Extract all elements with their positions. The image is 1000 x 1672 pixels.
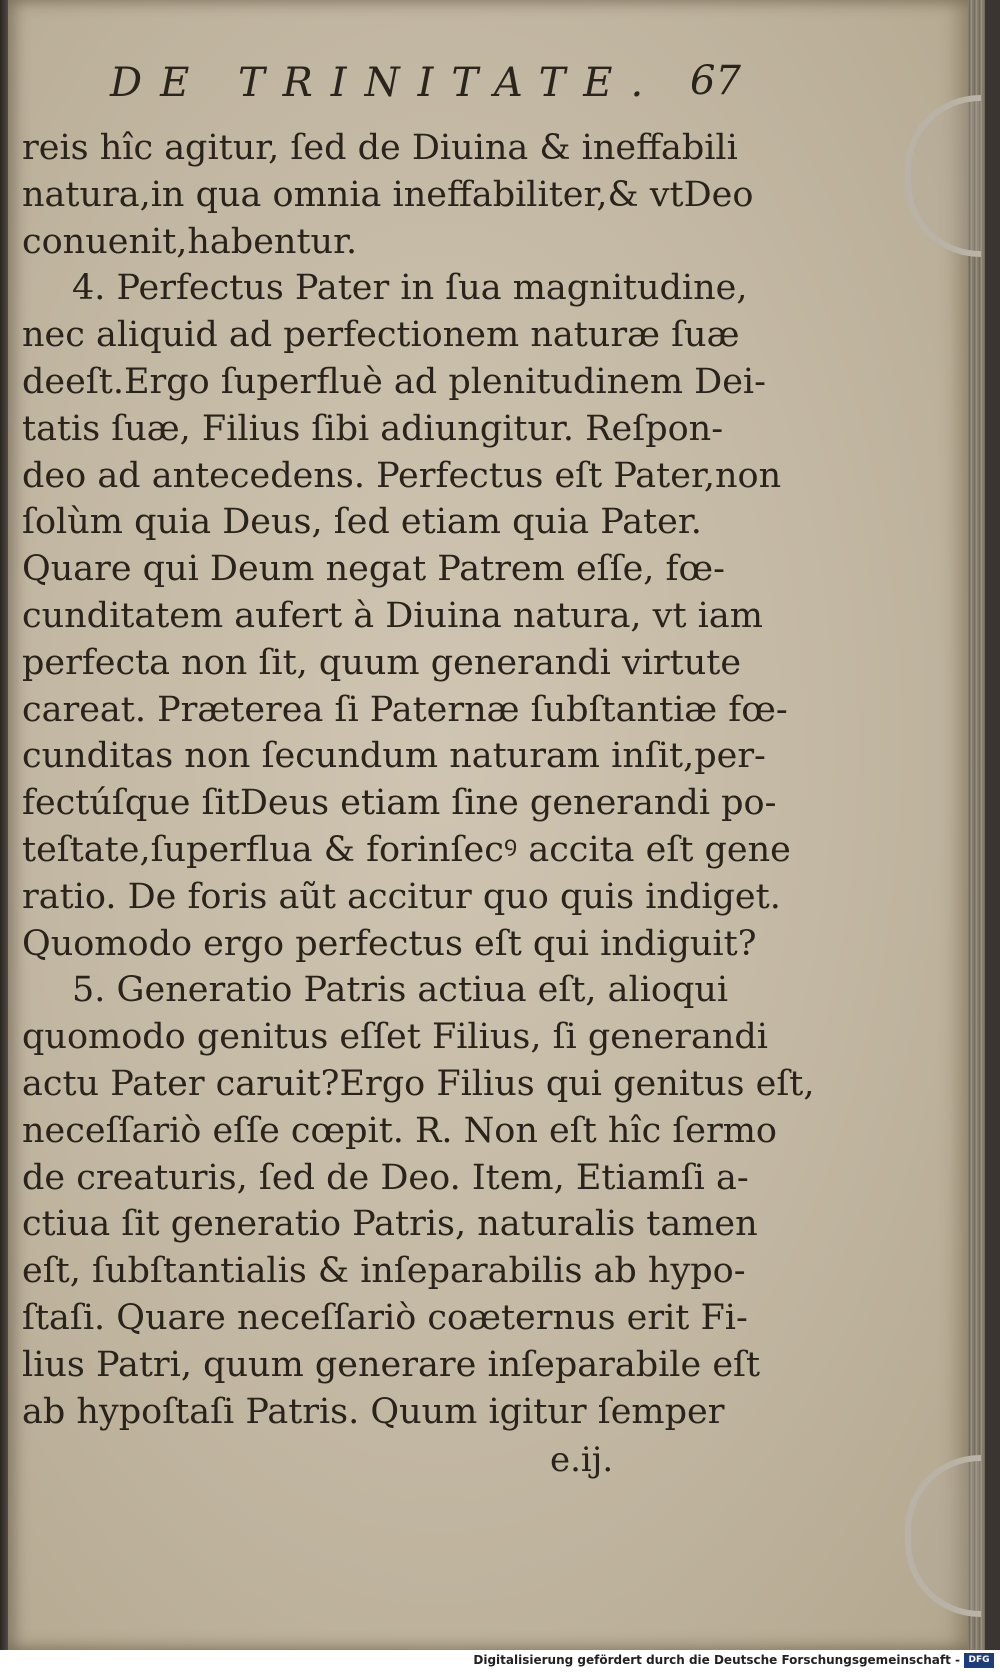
signature-mark: e.ij. <box>550 1440 614 1480</box>
text-line: fectúſque ſitDeus etiam ſine generandi po- <box>22 783 777 824</box>
text-line: ſtaſi. Quare neceſſariò coæternus erit Fi- <box>22 1297 748 1338</box>
running-title: DE TRINITATE. <box>110 60 662 106</box>
text-line: Quomodo ergo perfectus eſt qui indiguit? <box>22 923 757 964</box>
page-number: 67 <box>690 58 741 104</box>
text-line: Quare qui Deum negat Patrem eſſe, fœ- <box>22 549 725 590</box>
text-line: deo ad antecedens. Perfectus eſt Pater,non <box>22 455 782 496</box>
text-line: tatis ſuæ, Filius ſibi adiungitur. Reſpon- <box>22 408 724 449</box>
text-line: eſt, ſubſtantialis & inſeparabilis ab hypo- <box>22 1251 746 1292</box>
text-line: actu Pater caruit?Ergo Filius qui genitus eſt, <box>22 1063 815 1104</box>
text-line: cunditatem aufert à Diuina natura, vt iam <box>22 595 763 636</box>
text-line: 4. Perfectus Pater in ſua magnitudine, <box>72 268 748 309</box>
text-line: conuenit,habentur. <box>22 221 358 262</box>
footer-bar <box>0 1650 1000 1672</box>
text-line: nec aliquid ad perfectionem naturæ ſuæ <box>22 315 740 356</box>
text-line: de creaturis, ſed de Deo. Item, Etiamſi a- <box>22 1157 749 1198</box>
text-line: reis hîc agitur, ſed de Diuina & ineffabili <box>22 128 738 168</box>
dfg-logo: DFG <box>964 1653 994 1668</box>
text-line: lius Patri, quum generare inſeparabile eſt <box>22 1344 761 1385</box>
text-line: perfecta non ſit, quum generandi virtute <box>22 642 742 683</box>
text-line: ratio. De foris aũt accitur quo quis indiget. <box>22 876 781 917</box>
text-line: careat. Præterea ſi Paternæ ſubſtantiæ fœ- <box>22 689 788 730</box>
text-line: ab hypoſtaſi Patris. Quum igitur ſemper <box>22 1391 725 1432</box>
text-line: quomodo genitus eſſet Filius, ſi generandi <box>22 1017 768 1058</box>
cover-edge <box>985 0 1000 1650</box>
text-line: ſolùm quia Deus, ſed etiam quia Pater. <box>22 502 702 543</box>
footer-credit: Digitalisierung gefördert durch die Deutsche Forschungsgemeinschaft - <box>473 1653 960 1667</box>
body-text <box>22 125 815 1435</box>
text-line: deeſt.Ergo ſuperfluè ad plenitudinem Dei- <box>22 361 766 402</box>
text-line: neceſſariò eſſe cœpit. R. Non eſt hîc ſermo <box>22 1110 777 1151</box>
text-line: natura,in qua omnia ineffabiliter,& vtDeo <box>22 174 754 215</box>
text-line: ctiua ſit generatio Patris, naturalis tamen <box>22 1204 758 1245</box>
text-line: 5. Generatio Patris actiua eſt, alioqui <box>72 970 729 1011</box>
text-line: cunditas non ſecundum naturam inſit,per- <box>22 736 766 777</box>
text-line: teſtate,ſuperflua & forinſecꝰ accita eſt gene <box>22 829 791 870</box>
